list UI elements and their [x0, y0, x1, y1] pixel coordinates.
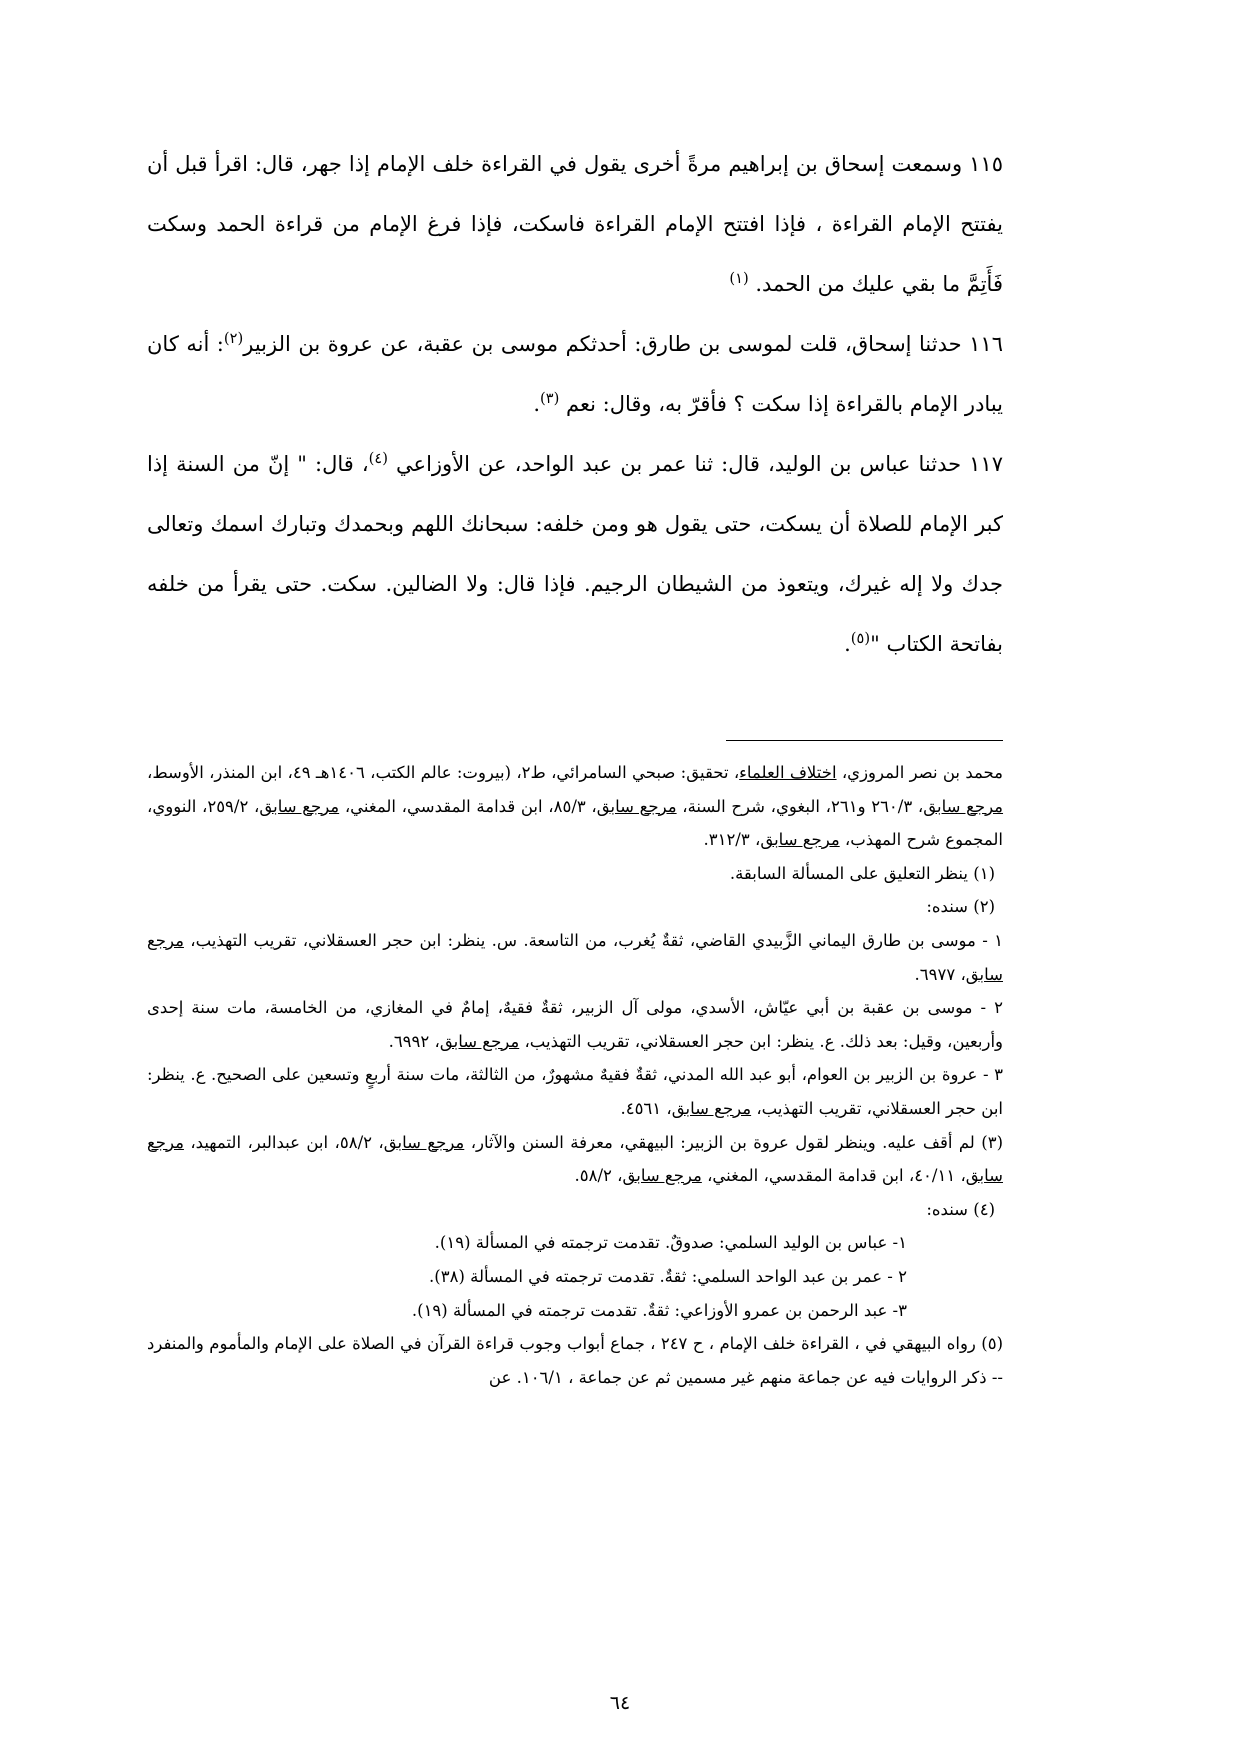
- footnotes-section: [147, 756, 1003, 1394]
- footnote-ref-4[interactable]: (٤): [368, 450, 388, 467]
- footnote-ref-5[interactable]: (٥): [850, 630, 871, 647]
- footnote-4-item-2: ٢ - عمر بن عبد الواحد السلمي: ثقةٌ. تقدمت ترجمته في المسألة (٣٨).: [429, 1266, 907, 1286]
- footnote-3: (٣) لم أقف عليه. وينظر لقول عروة بن الزبير: البيهقي، معرفة السنن والآثار، مرجع سابق، ٥٨/٢، ابن عبدالبر، التمهيد، مرجع سابق، ٤٠/١١، ابن قدامة المقدسي، المغني، مرجع سابق، ٥٨/٢.: [147, 1132, 1003, 1186]
- footnote-continuation: محمد بن نصر المروزي، اختلاف العلماء، تحقيق: صبحي السامرائي، ط٢، (بيروت: عالم الكتب، ١٤٠٦هـ ٤٩، ابن المنذر، الأوسط، مرجع سابق، ٢٦٠/٣ و٢٦١، البغوي، شرح السنة، مرجع سابق، ٨٥/٣، ابن قدامة المقدسي، المغني، مرجع سابق، ٢٥٩/٢، النووي، المجموع شرح المهذب، مرجع سابق، ٣١٢/٣.: [147, 763, 1004, 850]
- paragraph-115: ١١٥ وسمعت إسحاق بن إبراهيم مرةً أخرى يقول في القراءة خلف الإمام إذا جهر، قال: اقرأ قبل أن يفتتح الإمام القراءة ، فإذا افتتح الإمام القراءة فاسكت، فإذا فرغ الإمام من قراءة الحمد وسكت فَأَتِمَّ ما بقي عليك من الحمد. $^{(١)}$: [147, 152, 1003, 296]
- footnote-2-item-1: ١ - موسى بن طارق اليماني الزَّبيدي القاضي، ثقةٌ يُغرب، من التاسعة. س. ينظر: ابن حجر العسقلاني، تقريب التهذيب، مرجع سابق، ٦٩٧٧.: [147, 930, 1003, 984]
- footnote-1: (١) ينظر التعليق على المسألة السابقة.: [729, 863, 995, 883]
- footnote-ref-1[interactable]: (١): [729, 270, 749, 287]
- footnote-2-item-2: ٢ - موسى بن عقبة بن أبي عيّاش، الأسدي، مولى آل الزبير، ثقةٌ فقيهٌ، إمامٌ في المغازي، من الخامسة، مات سنة إحدى وأربعين، وقيل: بعد ذلك. ع. ينظر: ابن حجر العسقلاني، تقريب التهذيب، مرجع سابق، ٦٩٩٢.: [147, 998, 1003, 1051]
- footnote-4-item-1: ١- عباس بن الوليد السلمي: صدوقٌ. تقدمت ترجمته في المسألة (١٩).: [434, 1233, 907, 1253]
- paragraph-116: ١١٦ حدثنا إسحاق، قلت لموسى بن طارق: أحدثكم موسى بن عقبة، عن عروة بن الزبير$^{(٢)}$: أنه كان يبادر الإمام بالقراءة إذا سكت ؟ فأقرّ به، وقال: نعم $^{(٣)}$.: [147, 330, 1003, 416]
- footnote-4-item-3: ٣- عبد الرحمن بن عمرو الأوزاعي: ثقةٌ. تقدمت ترجمته في المسألة (١٩).: [411, 1300, 907, 1320]
- footnote-ref-2[interactable]: (٢): [223, 330, 244, 347]
- footnote-separator: [726, 740, 1003, 741]
- footnote-ref-3[interactable]: (٣): [540, 390, 560, 407]
- footnote-2-title: (٢) سنده:: [926, 897, 995, 917]
- footnote-2-item-3: ٣ - عروة بن الزبير بن العوام، أبو عبد الله المدني، ثقةٌ فقيهٌ مشهورٌ، من الثالثة، مات سنة أربعٍ وتسعين على الصحيح. ع. ينظر: ابن حجر العسقلاني، تقريب التهذيب، مرجع سابق، ٤٥٦١.: [147, 1065, 1003, 1118]
- footnote-4-title: (٤) سنده:: [926, 1199, 995, 1219]
- paragraph-117: ١١٧ حدثنا عباس بن الوليد، قال: ثنا عمر بن عبد الواحد، عن الأوزاعي $^{(٤)}$، قال: " إنّ من السنة إذا كبر الإمام للصلاة أن يسكت، حتى يقول هو ومن خلفه: سبحانك اللهم وبحمدك وتبارك اسمك وتعالى جدك ولا إله غيرك، ويتعوذ من الشيطان الرجيم. فإذا قال: ولا الضالين. سكت. حتى يقرأ من خلفه بفاتحة الكتاب "$^{(٥)}$.: [147, 450, 1003, 656]
- page-number: ٦٤: [609, 1692, 631, 1714]
- footnote-5: (٥) رواه البيهقي في ، القراءة خلف الإمام ، ح ٢٤٧ ، جماع أبواب وجوب قراءة القرآن في الصلاة على الإمام والمأموم والمنفرد -- ذكر الروايات فيه عن جماعة منهم غير مسمين ثم عن جماعة ، ١٠٦/١. عن: [147, 1334, 1003, 1387]
- main-text: [147, 134, 1003, 674]
